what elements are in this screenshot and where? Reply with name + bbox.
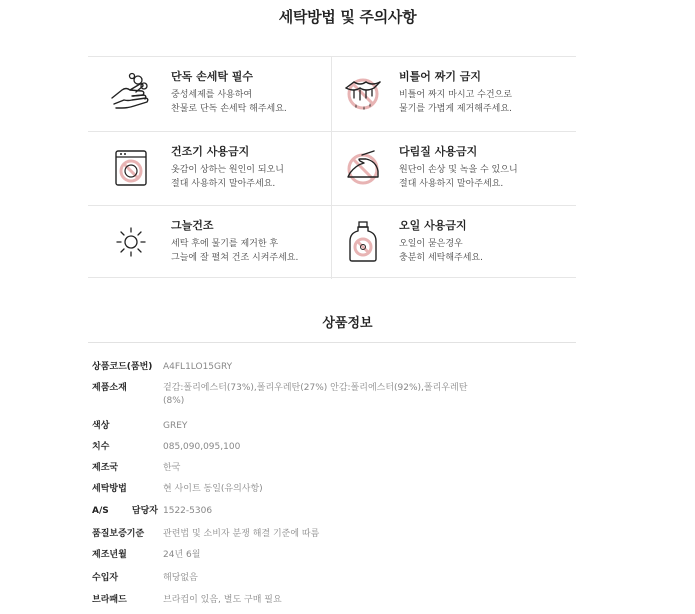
care-description-line: 찬물로 단독 손세탁 해주세요. (171, 104, 287, 114)
care-description (399, 237, 483, 265)
info-label: 세탁방법 (92, 484, 127, 494)
no-oil-icon (340, 219, 386, 265)
info-value: 24년 6월 (163, 550, 201, 560)
no-wring-icon (340, 70, 386, 116)
info-label: 상품코드(품번) (92, 362, 153, 372)
care-text (399, 144, 518, 191)
care-heading: 오일 사용금지 (399, 219, 467, 232)
info-value: 해당없음 (163, 573, 198, 583)
info-value: 1522-5306 (163, 506, 213, 516)
info-value: A4FL1LO15GRY (163, 362, 233, 372)
care-description-line: 비틀어 짜지 마시고 수건으로 (399, 90, 512, 100)
info-label: 치수 (92, 442, 110, 452)
care-item-no-tumble-dry (88, 132, 332, 206)
care-item-no-iron (332, 132, 576, 206)
info-value: GREY (163, 421, 188, 431)
info-value: 현 사이트 동일(유의사항) (163, 484, 263, 494)
care-heading: 비틀어 짜기 금지 (399, 70, 482, 83)
care-item-no-oil (332, 206, 576, 280)
care-description-line: 옷감이 상하는 원인이 되오니 (171, 165, 284, 175)
info-value: 브라컵이 있음, 별도 구매 필요 (163, 595, 282, 605)
care-text (171, 218, 298, 265)
info-value: 관련법 및 소비자 분쟁 해결 기준에 따름 (163, 529, 320, 539)
info-value: 한국 (163, 463, 181, 473)
care-description (171, 163, 284, 191)
info-label: 수입자 (92, 573, 119, 583)
info-label: A/S 담당자 (92, 506, 158, 516)
care-heading: 다림질 사용금지 (399, 145, 478, 158)
info-label: 품질보증기준 (92, 529, 145, 539)
care-item-shade-dry (88, 206, 332, 280)
care-row (88, 131, 576, 205)
care-grid (88, 56, 576, 278)
info-value (163, 382, 473, 408)
care-text (171, 69, 287, 116)
care-text (399, 69, 512, 116)
no-tumble-dry-icon (108, 145, 154, 191)
no-iron-icon (340, 145, 386, 191)
info-value: 085,090,095,100 (163, 442, 241, 452)
care-description-line: 오일이 묻은경우 (399, 239, 463, 249)
care-text (399, 218, 483, 265)
care-section-title: 세탁방법 및 주의사항 (278, 8, 417, 26)
care-description-line: 충분히 세탁해주세요. (399, 253, 483, 263)
shade-dry-icon (108, 219, 154, 265)
care-item-hand-wash (88, 57, 332, 131)
care-description-line: 원단이 손상 및 녹을 수 있으니 (399, 165, 518, 175)
info-label: 제조국 (92, 463, 119, 473)
hand-wash-icon (108, 70, 154, 116)
care-description-line: 그늘에 잘 펼쳐 건조 시켜주세요. (171, 253, 299, 263)
info-value-line: (8%) (163, 396, 185, 406)
product-info-title: 상품정보 (322, 316, 373, 331)
info-label: 제조년월 (92, 550, 127, 560)
care-item-no-wring (332, 57, 576, 131)
care-description-line: 물기를 가볍게 제거해주세요. (399, 104, 512, 114)
care-description-line: 세탁 후에 물기를 제거한 후 (171, 239, 279, 249)
care-description (171, 237, 298, 265)
care-description (171, 88, 287, 116)
care-description-line: 절대 사용하지 말아주세요. (171, 179, 276, 189)
care-row (88, 57, 576, 131)
care-text (171, 144, 284, 191)
care-heading: 단독 손세탁 필수 (171, 70, 254, 83)
info-label: 제품소재 (92, 383, 127, 393)
care-description-line: 절대 사용하지 말아주세요. (399, 179, 504, 189)
care-heading: 건조기 사용금지 (171, 145, 250, 158)
care-row (88, 205, 576, 279)
care-description (399, 88, 512, 116)
care-description (399, 163, 518, 191)
info-label: 색상 (92, 421, 110, 431)
info-label: 브라패드 (92, 595, 127, 605)
care-heading: 그늘건조 (171, 219, 214, 232)
care-description-line: 중성세제를 사용하여 (171, 90, 253, 100)
info-value-line: 겉감:폴리에스터(73%),폴리우레탄(27%) 안감:폴리에스터(92%),폴리우레탄 (163, 383, 468, 393)
product-info-divider (88, 342, 576, 343)
